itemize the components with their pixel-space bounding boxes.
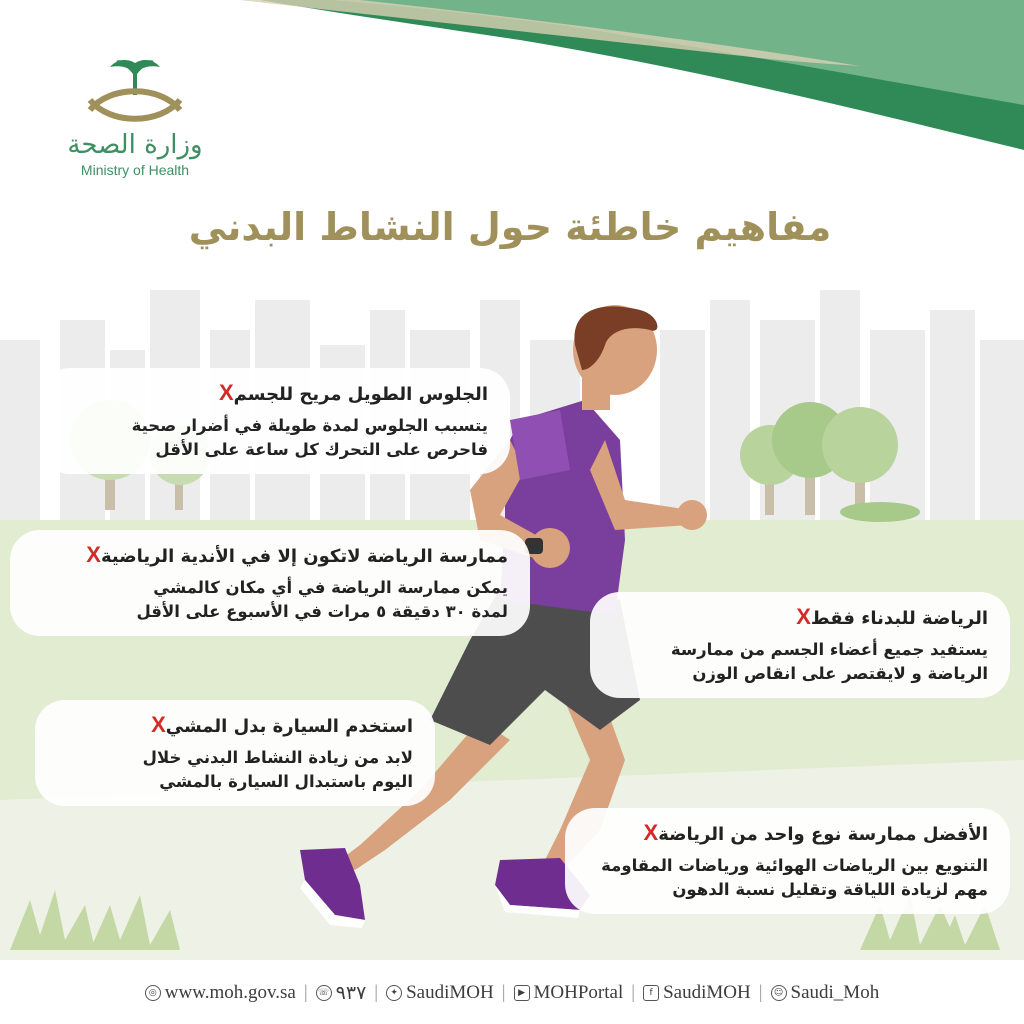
myth-title: الأفضل ممارسة نوع واحد من الرياضة	[658, 824, 988, 845]
myth-line: اليوم باستبدال السيارة بالمشي	[159, 771, 413, 791]
myth-line: فاحرص على التحرك كل ساعة على الأقل	[155, 439, 488, 459]
divider: |	[501, 982, 506, 1003]
myth-line: يتسبب الجلوس لمدة طويلة في أضرار صحية	[131, 416, 488, 435]
x-mark-icon: X	[218, 380, 234, 405]
myth-card-car	[35, 700, 435, 806]
myth-card-gyms	[10, 530, 530, 636]
myth-card-obese	[590, 592, 1010, 698]
twitter-icon: ✦	[386, 985, 402, 1001]
page-title: مفاهيم خاطئة حول النشاط البدني	[188, 205, 832, 249]
snapchat-icon: ☺	[771, 985, 787, 1001]
myth-title-row	[32, 542, 508, 568]
footer-contact-bar	[0, 962, 1024, 1024]
globe-icon: ◎	[145, 985, 161, 1001]
palm-swords-emblem-icon	[80, 55, 190, 125]
x-mark-icon: X	[796, 604, 811, 629]
website-text: www.moh.gov.sa	[164, 982, 296, 1003]
myth-title: ممارسة الرياضة لاتكون إلا في الأندية الرياضية	[100, 546, 508, 567]
myth-explanation	[32, 576, 508, 624]
myth-explanation	[612, 638, 988, 686]
youtube-text: MOHPortal	[533, 982, 624, 1003]
divider: |	[374, 982, 379, 1003]
myth-card-sitting	[40, 368, 510, 474]
myth-title: الرياضة للبدناء فقط	[810, 608, 988, 629]
twitter-text: SaudiMOH	[406, 982, 494, 1003]
x-mark-icon: X	[151, 712, 166, 737]
myth-card-one-sport	[565, 808, 1010, 914]
myth-explanation	[57, 746, 413, 794]
myth-title: الجلوس الطويل مريح للجسم	[233, 384, 488, 405]
logo-arabic-name: وزارة الصحة	[67, 130, 203, 160]
myth-line: يمكن ممارسة الرياضة في أي مكان كالمشي	[153, 578, 508, 597]
myth-title-row	[62, 380, 488, 406]
snapchat-text: Saudi_Moh	[790, 982, 880, 1003]
myth-line: مهم لزيادة اللياقة وتقليل نسبة الدهون	[672, 879, 988, 899]
myth-title-row	[612, 604, 988, 630]
footer-twitter[interactable]	[380, 982, 500, 1004]
facebook-icon: f	[643, 985, 659, 1001]
myth-line: لابد من زيادة النشاط البدني خلال	[142, 748, 413, 767]
myth-line: يستفيد جميع أعضاء الجسم من ممارسة	[670, 640, 988, 659]
divider: |	[758, 982, 763, 1003]
ministry-logo	[50, 55, 220, 178]
myth-title-row	[57, 712, 413, 738]
myth-title: استخدم السيارة بدل المشي	[165, 716, 413, 737]
divider: |	[631, 982, 636, 1003]
logo-english-name: Ministry of Health	[80, 161, 190, 178]
x-mark-icon: X	[643, 820, 659, 845]
youtube-icon: ▶	[514, 985, 530, 1001]
phone-icon: ☏	[316, 985, 332, 1001]
myth-line: الرياضة و لايقتصر على انقاص الوزن	[692, 663, 988, 683]
myth-line: التنويع بين الرياضات الهوائية ورياضات المقاومة	[601, 856, 988, 875]
divider: |	[303, 982, 308, 1003]
myth-explanation	[587, 854, 988, 902]
facebook-text: SaudiMOH	[663, 982, 751, 1003]
phone-text: ٩٣٧	[335, 982, 367, 1004]
footer-snapchat[interactable]	[765, 982, 886, 1004]
myth-explanation	[62, 414, 488, 462]
myth-title-row	[587, 820, 988, 846]
footer-youtube[interactable]	[508, 982, 630, 1004]
footer-phone[interactable]	[310, 982, 373, 1005]
x-mark-icon: X	[86, 542, 101, 567]
myth-line: لمدة ٣٠ دقيقة ٥ مرات في الأسبوع على الأقل	[136, 601, 508, 621]
footer-facebook[interactable]	[637, 982, 757, 1004]
footer-website[interactable]	[139, 982, 302, 1004]
